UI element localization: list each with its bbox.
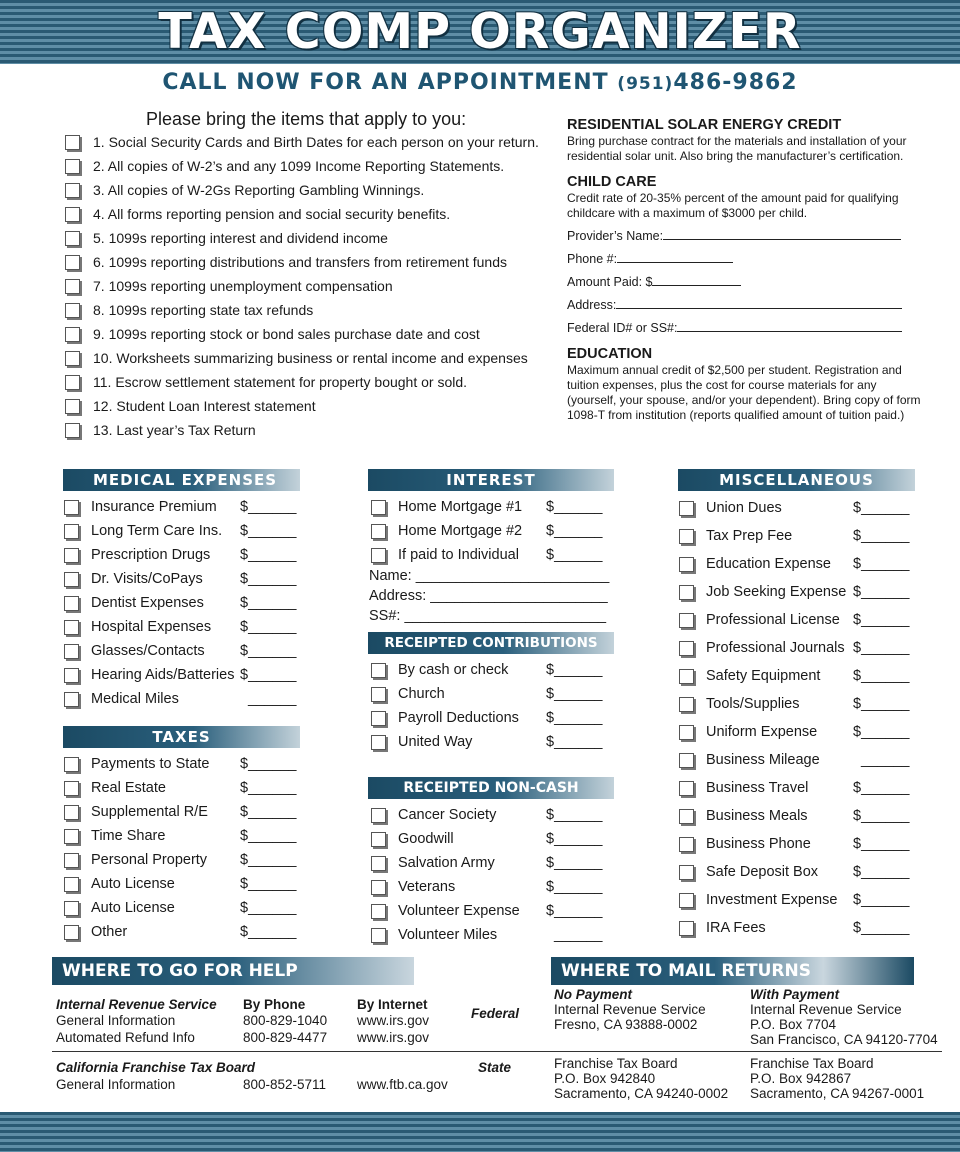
medical-item-amount[interactable]: $______	[240, 499, 297, 515]
misc-checkbox[interactable]	[679, 501, 694, 516]
interest-name-field[interactable]: Name: ________________________	[369, 568, 610, 584]
taxes-checkbox[interactable]	[64, 757, 79, 772]
call-text: CALL NOW FOR AN APPOINTMENT	[162, 70, 609, 95]
phone-number: 486-9862	[673, 70, 798, 95]
page-title: TAX COMP ORGANIZER	[158, 3, 802, 60]
no-payment-heading: No Payment	[554, 987, 633, 1002]
contributions-item-amount[interactable]: $______	[546, 734, 603, 750]
refund-web-link[interactable]: www.irs.gov	[357, 1030, 430, 1045]
childcare-heading: CHILD CARE	[567, 174, 657, 190]
medical-item-amount[interactable]: $______	[240, 547, 297, 563]
childcare-text: Credit rate of 20-35% percent of the amount paid for qualifying childcare with a maximum of $3000 per child.	[567, 191, 899, 220]
medical-item-amount[interactable]: $______	[240, 643, 297, 659]
irs-heading: Internal Revenue Service	[56, 997, 217, 1012]
checklist-item: 12. Student Loan Interest statement	[93, 398, 316, 414]
misc-checkbox[interactable]	[679, 641, 694, 656]
contributions-item-amount[interactable]: $______	[546, 686, 603, 702]
medical-checkbox[interactable]	[64, 524, 79, 539]
misc-checkbox[interactable]	[679, 557, 694, 572]
misc-checkbox[interactable]	[679, 697, 694, 712]
misc-item-label: Business Mileage	[706, 752, 820, 768]
no-payment-line2: Fresno, CA 93888-0002	[554, 1017, 698, 1032]
contributions-checkbox[interactable]	[371, 711, 386, 726]
checklist-checkbox[interactable]	[65, 375, 80, 390]
contributions-item-label: Payroll Deductions	[398, 710, 519, 726]
misc-item-amount[interactable]: $______	[853, 500, 910, 516]
noncash-item-label: Goodwill	[398, 831, 454, 847]
misc-checkbox[interactable]	[679, 613, 694, 628]
misc-banner: MISCELLANEOUS	[678, 469, 915, 491]
misc-item-amount[interactable]: $______	[853, 556, 910, 572]
ftb-web-link[interactable]: www.ftb.ca.gov	[357, 1077, 448, 1092]
state-no-line3: Sacramento, CA 94240-0002	[554, 1086, 729, 1101]
noncash-item-label: Veterans	[398, 879, 456, 895]
federal-id-label: Federal ID# or SS#:	[567, 321, 678, 335]
taxes-item-amount[interactable]: $______	[240, 900, 297, 916]
taxes-item-amount[interactable]: $______	[240, 756, 297, 772]
misc-item-label: Tax Prep Fee	[706, 528, 793, 544]
interest-item-amount[interactable]: $______	[546, 499, 603, 515]
misc-item-label: Job Seeking Expense	[706, 584, 847, 600]
misc-item-amount[interactable]: $______	[853, 808, 910, 824]
noncash-checkbox[interactable]	[371, 928, 386, 943]
checklist-checkbox[interactable]	[65, 183, 80, 198]
contributions-checkbox[interactable]	[371, 735, 386, 750]
medical-item-label: Hearing Aids/Batteries	[91, 667, 235, 683]
federal-id-field[interactable]	[567, 320, 902, 335]
with-payment-line2: P.O. Box 7704	[750, 1017, 837, 1032]
state-label: State	[478, 1060, 512, 1075]
misc-item-label: Business Meals	[706, 808, 808, 824]
checklist-checkbox[interactable]	[65, 159, 80, 174]
misc-checkbox[interactable]	[679, 809, 694, 824]
checklist-checkbox[interactable]	[65, 255, 80, 270]
misc-checkbox[interactable]	[679, 893, 694, 908]
ftb-info-label: General Information	[56, 1077, 176, 1092]
contributions-item-amount[interactable]: $______	[546, 710, 603, 726]
checklist-item: 2. All copies of W-2’s and any 1099 Income Reporting Statements.	[93, 158, 505, 174]
taxes-checkbox[interactable]	[64, 781, 79, 796]
state-with-line3: Sacramento, CA 94267-0001	[750, 1086, 925, 1101]
misc-item-label: Business Phone	[706, 836, 811, 852]
contributions-banner: RECEIPTED CONTRIBUTIONS	[368, 632, 614, 654]
noncash-item-amount[interactable]: $______	[546, 807, 603, 823]
taxes-checkbox[interactable]	[64, 805, 79, 820]
misc-item-label: Tools/Supplies	[706, 696, 800, 712]
checklist-item: 8. 1099s reporting state tax refunds	[93, 302, 314, 318]
taxes-item-amount[interactable]: $______	[240, 780, 297, 796]
by-phone-heading: By Phone	[243, 997, 306, 1012]
general-phone: 800-829-1040	[243, 1013, 328, 1028]
misc-item-amount[interactable]: $______	[853, 612, 910, 628]
taxes-item-label: Payments to State	[91, 756, 210, 772]
taxes-item-amount[interactable]: $______	[240, 804, 297, 820]
misc-item-amount[interactable]: $______	[853, 640, 910, 656]
medical-item-amount[interactable]: ______	[248, 691, 297, 707]
interest-checkbox[interactable]	[371, 548, 386, 563]
checklist-checkbox[interactable]	[65, 135, 80, 150]
amount-paid-label: Amount Paid: $	[567, 275, 653, 289]
interest-item-label: Home Mortgage #1	[398, 499, 523, 515]
contributions-item-amount[interactable]: $______	[546, 662, 603, 678]
interest-address-field[interactable]: Address: ______________________	[369, 588, 608, 604]
taxes-banner: TAXES	[63, 726, 300, 748]
noncash-checkbox[interactable]	[371, 904, 386, 919]
medical-item-label: Glasses/Contacts	[91, 643, 205, 659]
checklist-item: 1. Social Security Cards and Birth Dates for each person on your return.	[93, 134, 539, 150]
noncash-item-amount[interactable]: $______	[546, 903, 603, 919]
checklist-checkbox[interactable]	[65, 207, 80, 222]
contributions-item-label: Church	[398, 686, 445, 702]
solar-heading: RESIDENTIAL SOLAR ENERGY CREDIT	[567, 117, 842, 133]
checklist-checkbox[interactable]	[65, 327, 80, 342]
medical-checkbox[interactable]	[64, 596, 79, 611]
misc-item-amount[interactable]: $______	[853, 864, 910, 880]
misc-item-amount[interactable]: $______	[853, 780, 910, 796]
misc-item-amount[interactable]: $______	[853, 668, 910, 684]
misc-checkbox[interactable]	[679, 921, 694, 936]
medical-item-amount[interactable]: $______	[240, 571, 297, 587]
interest-ss-field[interactable]: SS#: _________________________	[369, 608, 607, 624]
noncash-item-label: Salvation Army	[398, 855, 495, 871]
noncash-item-amount[interactable]: $______	[546, 831, 603, 847]
noncash-checkbox[interactable]	[371, 880, 386, 895]
interest-checkbox[interactable]	[371, 500, 386, 515]
provider-name-field[interactable]	[567, 228, 901, 243]
contributions-item-label: United Way	[398, 734, 473, 750]
general-info-label: General Information	[56, 1013, 176, 1028]
medical-item-amount[interactable]: $______	[240, 595, 297, 611]
interest-checkbox[interactable]	[371, 524, 386, 539]
noncash-item-amount[interactable]: ______	[554, 927, 603, 943]
medical-item-amount[interactable]: $______	[240, 523, 297, 539]
taxes-checkbox[interactable]	[64, 853, 79, 868]
misc-item-amount[interactable]: $______	[853, 920, 910, 936]
education-heading: EDUCATION	[567, 346, 653, 362]
taxes-item-label: Auto License	[91, 876, 175, 892]
medical-item-label: Dr. Visits/CoPays	[91, 571, 203, 587]
with-payment-line3: San Francisco, CA 94120-7704	[750, 1032, 938, 1047]
misc-item-amount[interactable]: $______	[853, 836, 910, 852]
solar-text: Bring purchase contract for the materials and installation of your residential solar unit. Also bring the manufacturer’s certification.	[567, 134, 907, 163]
misc-item-label: Education Expense	[706, 556, 831, 572]
medical-checkbox[interactable]	[64, 692, 79, 707]
taxes-item-label: Auto License	[91, 900, 175, 916]
medical-checkbox[interactable]	[64, 644, 79, 659]
help-banner: WHERE TO GO FOR HELP	[52, 957, 414, 985]
interest-item-label: Home Mortgage #2	[398, 523, 523, 539]
phone-label: Phone #:	[567, 252, 618, 266]
misc-item-label: Business Travel	[706, 780, 809, 796]
interest-banner: INTEREST	[368, 469, 614, 491]
ftb-heading: California Franchise Tax Board	[56, 1060, 256, 1075]
misc-checkbox[interactable]	[679, 585, 694, 600]
misc-item-amount[interactable]: $______	[853, 724, 910, 740]
taxes-item-label: Other	[91, 924, 128, 940]
misc-item-amount[interactable]: $______	[853, 892, 910, 908]
mail-banner: WHERE TO MAIL RETURNS	[551, 957, 914, 985]
checklist-checkbox[interactable]	[65, 351, 80, 366]
misc-checkbox[interactable]	[679, 669, 694, 684]
ftb-phone: 800-852-5711	[243, 1077, 327, 1092]
taxes-item-label: Personal Property	[91, 852, 208, 868]
state-with-line1: Franchise Tax Board	[750, 1056, 874, 1071]
medical-checkbox[interactable]	[64, 620, 79, 635]
misc-item-amount[interactable]: $______	[853, 528, 910, 544]
by-internet-heading: By Internet	[357, 997, 428, 1012]
misc-checkbox[interactable]	[679, 529, 694, 544]
refund-phone: 800-829-4477	[243, 1030, 328, 1045]
footer-stripes	[0, 1112, 960, 1152]
checklist-checkbox[interactable]	[65, 279, 80, 294]
medical-item-amount[interactable]: $______	[240, 619, 297, 635]
taxes-item-label: Time Share	[91, 828, 166, 844]
misc-item-amount[interactable]: ______	[861, 752, 910, 768]
medical-item-label: Medical Miles	[91, 691, 179, 707]
phone-field[interactable]	[567, 251, 733, 266]
state-no-line1: Franchise Tax Board	[554, 1056, 678, 1071]
no-payment-line1: Internal Revenue Service	[554, 1002, 706, 1017]
medical-checkbox[interactable]	[64, 572, 79, 587]
noncash-item-amount[interactable]: $______	[546, 879, 603, 895]
checklist-item: 5. 1099s reporting interest and dividend income	[93, 230, 388, 246]
misc-item-label: Union Dues	[706, 500, 782, 516]
state-with-line2: P.O. Box 942867	[750, 1071, 852, 1086]
misc-item-label: IRA Fees	[706, 920, 766, 936]
with-payment-line1: Internal Revenue Service	[750, 1002, 902, 1017]
address-label: Address:	[567, 298, 617, 312]
medical-item-label: Hospital Expenses	[91, 619, 212, 635]
address-field[interactable]	[567, 297, 902, 312]
checklist-item: 10. Worksheets summarizing business or rental income and expenses	[93, 350, 528, 366]
misc-item-amount[interactable]: $______	[853, 696, 910, 712]
checklist-checkbox[interactable]	[65, 231, 80, 246]
contributions-checkbox[interactable]	[371, 663, 386, 678]
taxes-checkbox[interactable]	[64, 901, 79, 916]
misc-item-label: Professional License	[706, 612, 840, 628]
call-line	[0, 70, 960, 95]
noncash-banner: RECEIPTED NON-CASH	[368, 777, 614, 799]
general-web-link[interactable]: www.irs.gov	[357, 1013, 430, 1028]
interest-item-amount[interactable]: $______	[546, 547, 603, 563]
checklist-item: 6. 1099s reporting distributions and transfers from retirement funds	[93, 254, 507, 270]
misc-item-label: Safe Deposit Box	[706, 864, 819, 880]
checklist-item: 4. All forms reporting pension and social security benefits.	[93, 206, 451, 222]
misc-checkbox[interactable]	[679, 781, 694, 796]
misc-checkbox[interactable]	[679, 865, 694, 880]
misc-checkbox[interactable]	[679, 837, 694, 852]
medical-item-label: Dentist Expenses	[91, 595, 204, 611]
medical-item-label: Prescription Drugs	[91, 547, 211, 563]
medical-banner: MEDICAL EXPENSES	[63, 469, 300, 491]
contributions-checkbox[interactable]	[371, 687, 386, 702]
taxes-item-label: Supplemental R/E	[91, 804, 208, 820]
misc-checkbox[interactable]	[679, 725, 694, 740]
noncash-item-label: Volunteer Miles	[398, 927, 498, 943]
checklist-item: 9. 1099s reporting stock or bond sales purchase date and cost	[93, 326, 480, 342]
misc-item-label: Uniform Expense	[706, 724, 818, 740]
taxes-checkbox[interactable]	[64, 829, 79, 844]
checklist-item: 3. All copies of W-2Gs Reporting Gambling Winnings.	[93, 182, 425, 198]
checklist-checkbox[interactable]	[65, 399, 80, 414]
amount-paid-field[interactable]	[567, 274, 741, 289]
misc-item-label: Professional Journals	[706, 640, 845, 656]
medical-item-amount[interactable]: $______	[240, 667, 297, 683]
interest-item-label: If paid to Individual	[398, 547, 519, 563]
provider-name-label: Provider’s Name:	[567, 229, 664, 243]
misc-item-label: Safety Equipment	[706, 668, 821, 684]
taxes-checkbox[interactable]	[64, 925, 79, 940]
interest-item-amount[interactable]: $______	[546, 523, 603, 539]
intro-text: Please bring the items that apply to you:	[146, 109, 467, 129]
divider-line	[52, 1051, 942, 1052]
noncash-item-label: Volunteer Expense	[398, 903, 520, 919]
checklist-checkbox[interactable]	[65, 303, 80, 318]
state-no-line2: P.O. Box 942840	[554, 1071, 656, 1086]
checklist-item: 11. Escrow settlement statement for property bought or sold.	[93, 374, 468, 390]
noncash-checkbox[interactable]	[371, 856, 386, 871]
medical-checkbox[interactable]	[64, 500, 79, 515]
taxes-item-amount[interactable]: $______	[240, 876, 297, 892]
area-code: (951)	[617, 74, 674, 94]
medical-checkbox[interactable]	[64, 668, 79, 683]
education-text: Maximum annual credit of $2,500 per student. Registration and tuition expenses, plus the cost for course materials for any (yourself, your spouse, and/or your dependent). Bring copy of form 1098-T from institution (reports qualified amount of tuition paid.)	[567, 363, 921, 422]
federal-label: Federal	[471, 1006, 520, 1021]
noncash-item-amount[interactable]: $______	[546, 855, 603, 871]
medical-item-label: Long Term Care Ins.	[91, 523, 223, 539]
misc-item-amount[interactable]: $______	[853, 584, 910, 600]
medical-checkbox[interactable]	[64, 548, 79, 563]
checklist-item: 13. Last year’s Tax Return	[93, 422, 256, 438]
refund-info-label: Automated Refund Info	[56, 1030, 195, 1045]
misc-item-label: Investment Expense	[706, 892, 838, 908]
misc-checkbox[interactable]	[679, 753, 694, 768]
taxes-item-amount[interactable]: $______	[240, 852, 297, 868]
medical-item-label: Insurance Premium	[91, 499, 217, 515]
with-payment-heading: With Payment	[750, 987, 840, 1002]
noncash-checkbox[interactable]	[371, 832, 386, 847]
taxes-item-amount[interactable]: $______	[240, 828, 297, 844]
taxes-checkbox[interactable]	[64, 877, 79, 892]
noncash-checkbox[interactable]	[371, 808, 386, 823]
checklist-checkbox[interactable]	[65, 423, 80, 438]
noncash-item-label: Cancer Society	[398, 807, 497, 823]
taxes-item-amount[interactable]: $______	[240, 924, 297, 940]
taxes-item-label: Real Estate	[91, 780, 166, 796]
checklist-item: 7. 1099s reporting unemployment compensation	[93, 278, 393, 294]
contributions-item-label: By cash or check	[398, 662, 509, 678]
